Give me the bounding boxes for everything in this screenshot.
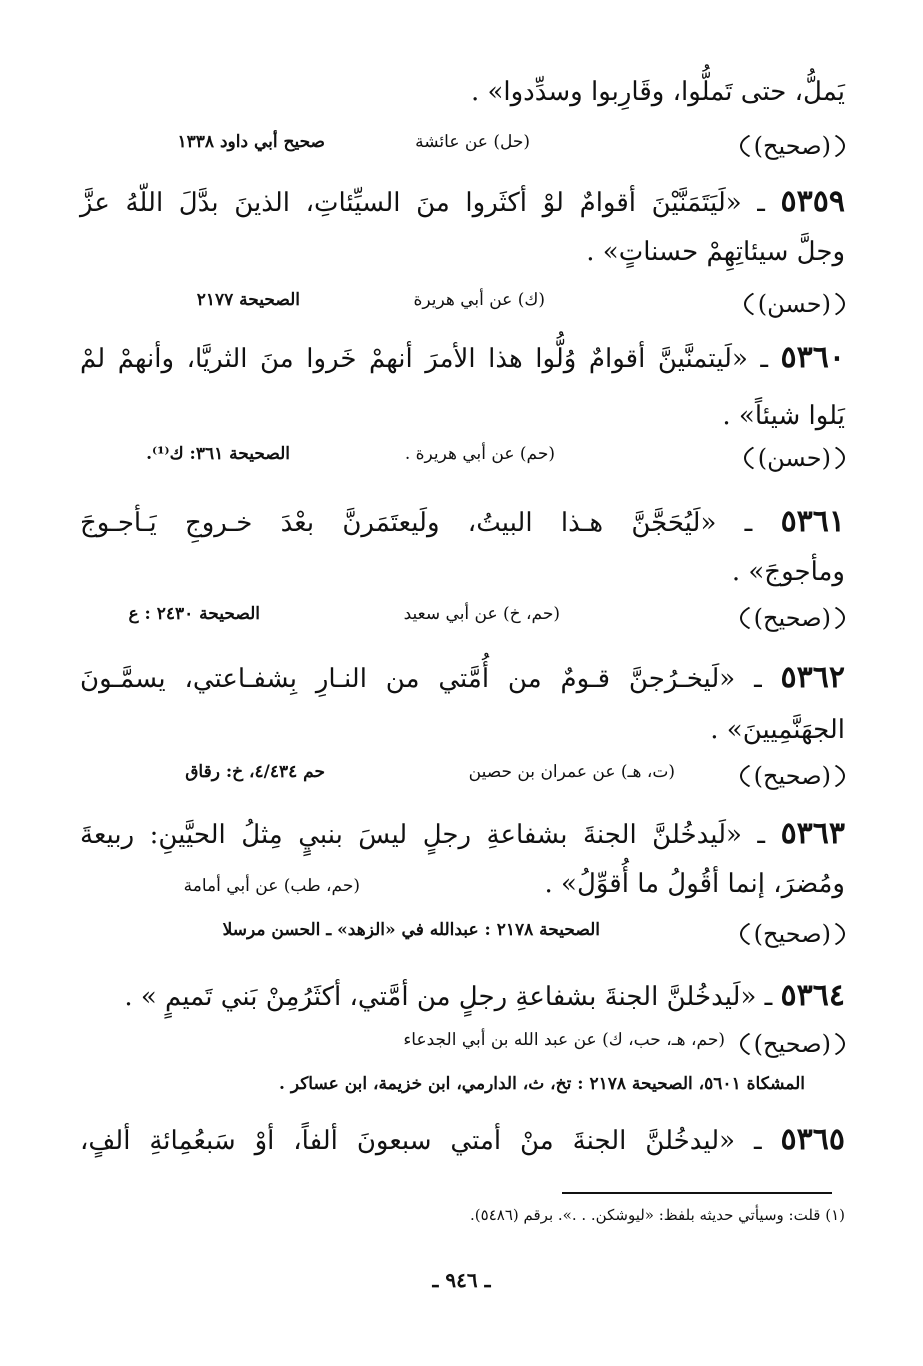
hadith-5364-line1: ٥٣٦٤ ـ «لَيدخُلنَّ الجنةَ بشفاعةِ رجلٍ من أمَّتي، أكثَرُمِنْ بَني تَميمٍ » . <box>124 978 845 1013</box>
source-text: (ك) عن أبي هريرة <box>413 290 545 310</box>
source-text: (حم، طب) عن أبي أمامة <box>183 876 360 896</box>
hadith-5365-line1: ٥٣٦٥ ـ «ليدخُلنَّ الجنةَ منْ أمتي سبعونَ ألفاً، أوْ سَبعُمِائةِ ألفٍ، <box>80 1122 845 1157</box>
hadith-number: ٥٣٥٩ <box>780 184 845 219</box>
source-text: (حم، خ) عن أبي سعيد <box>403 604 560 624</box>
reference-text: صحيح أبي داود ١٣٣٨ <box>177 132 325 152</box>
hadith-5363-line2: ومُضرَ، إنما أقُولُ ما أُقوِّلُ» . <box>544 869 845 899</box>
grade-row <box>80 438 845 478</box>
grade-row <box>80 598 845 638</box>
hadith-number: ٥٣٦٤ <box>780 978 845 1013</box>
grade-badge: (صحيح) <box>740 914 845 954</box>
grade-badge: (حسن) <box>744 438 845 478</box>
reference-text: الصحيحة ٢١٧٧ <box>196 290 300 310</box>
hadith-continuation: يَملُّ، حتى تَملُّوا، وقَارِبوا وسدِّدوا» . <box>470 77 845 107</box>
hadith-number: ٥٣٦٣ <box>780 816 846 851</box>
reference-text: حم ٤/٤٣٤، خ: رقاق <box>185 762 325 782</box>
hadith-number: ٥٣٦٥ <box>780 1122 845 1157</box>
grade-row <box>80 126 845 166</box>
reference-text: الصحيحة ٣٦١: ك⁽¹⁾. <box>146 444 290 464</box>
grade-badge: (صحيح) <box>740 126 845 166</box>
reference-text: المشكاة ٥٦٠١، الصحيحة ٢١٧٨ : تخ، ث، الدارمي، ابن خزيمة، ابن عساكر . <box>279 1074 805 1094</box>
hadith-number: ٥٣٦٠ <box>780 340 845 375</box>
hadith-5361-line2: ومأجوجَ» . <box>731 557 845 587</box>
hadith-5359-line1: ٥٣٥٩ ـ «لَيَتَمَنَّيْنَ أقوامٌ لوْ أكثَروا منَ السيِّئاتِ، الذينَ بدَّلَ اللّهُ عزَّ <box>80 184 845 219</box>
hadith-5360-line1: ٥٣٦٠ ـ «لَيتمنَّينَّ أقوامٌ وُلُّوا هذا الأمرَ أنهمْ خَروا منَ الثريَّا، وأنهمْ لمْ <box>80 340 845 375</box>
grade-row <box>80 1024 845 1064</box>
reference-text: الصحيحة ٢٤٣٠ : ع <box>128 604 260 624</box>
footnote-divider <box>562 1192 832 1194</box>
page-number: ـ ٩٤٦ ـ <box>432 1268 491 1292</box>
hadith-5360-line2: يَلوا شيئاً» . <box>722 401 845 431</box>
hadith-number: ٥٣٦٢ <box>780 660 845 695</box>
hadith-5362-line2: الجهَنَّمِيينَ» . <box>710 715 845 745</box>
grade-row <box>80 756 845 796</box>
grade-badge: (صحيح) <box>740 756 845 796</box>
source-text: (حم، هـ، حب، ك) عن عبد الله بن أبي الجدعاء <box>403 1030 725 1050</box>
hadith-5359-line2: وجلَّ سيئاتِهِمْ حسناتٍ» . <box>586 237 845 267</box>
grade-row <box>80 914 845 954</box>
source-text: (حم) عن أبي هريرة . <box>404 444 555 464</box>
hadith-5362-line1: ٥٣٦٢ ـ «لَيخـرُجنَّ قـومٌ من أُمَّتي من النـارِ بِشفـاعتي، يسمَّـونَ <box>80 660 845 695</box>
grade-badge: (حسن) <box>744 284 845 324</box>
source-text: (ت، هـ) عن عمران بن حصين <box>468 762 675 782</box>
footnote: (١) قلت: وسيأتي حديثه بلفظ: «ليوشكن. . .». برقم (٥٤٨٦). <box>470 1206 845 1224</box>
grade-row <box>80 284 845 324</box>
hadith-5363-line1: ٥٣٦٣ ـ «لَيدخُلنَّ الجنةَ بشفاعةِ رجلٍ ليسَ بنبيٍ مِثلُ الحيَّينِ: ربيعةَ <box>80 816 846 851</box>
source-text: (حل) عن عائشة <box>415 132 530 152</box>
hadith-5361-line1: ٥٣٦١ ـ «لَيُحَجَّنَّ هـذا البيتُ، ولَيعتَمَرنَّ بعْدَ خـروجِ يَـأجـوجَ <box>80 504 846 539</box>
grade-badge: (صحيح) <box>740 598 845 638</box>
reference-text: الصحيحة ٢١٧٨ : عبدالله في «الزهد» ـ الحسن مرسلا <box>222 920 600 940</box>
grade-badge: (صحيح) <box>740 1024 845 1064</box>
hadith-number: ٥٣٦١ <box>780 504 846 539</box>
